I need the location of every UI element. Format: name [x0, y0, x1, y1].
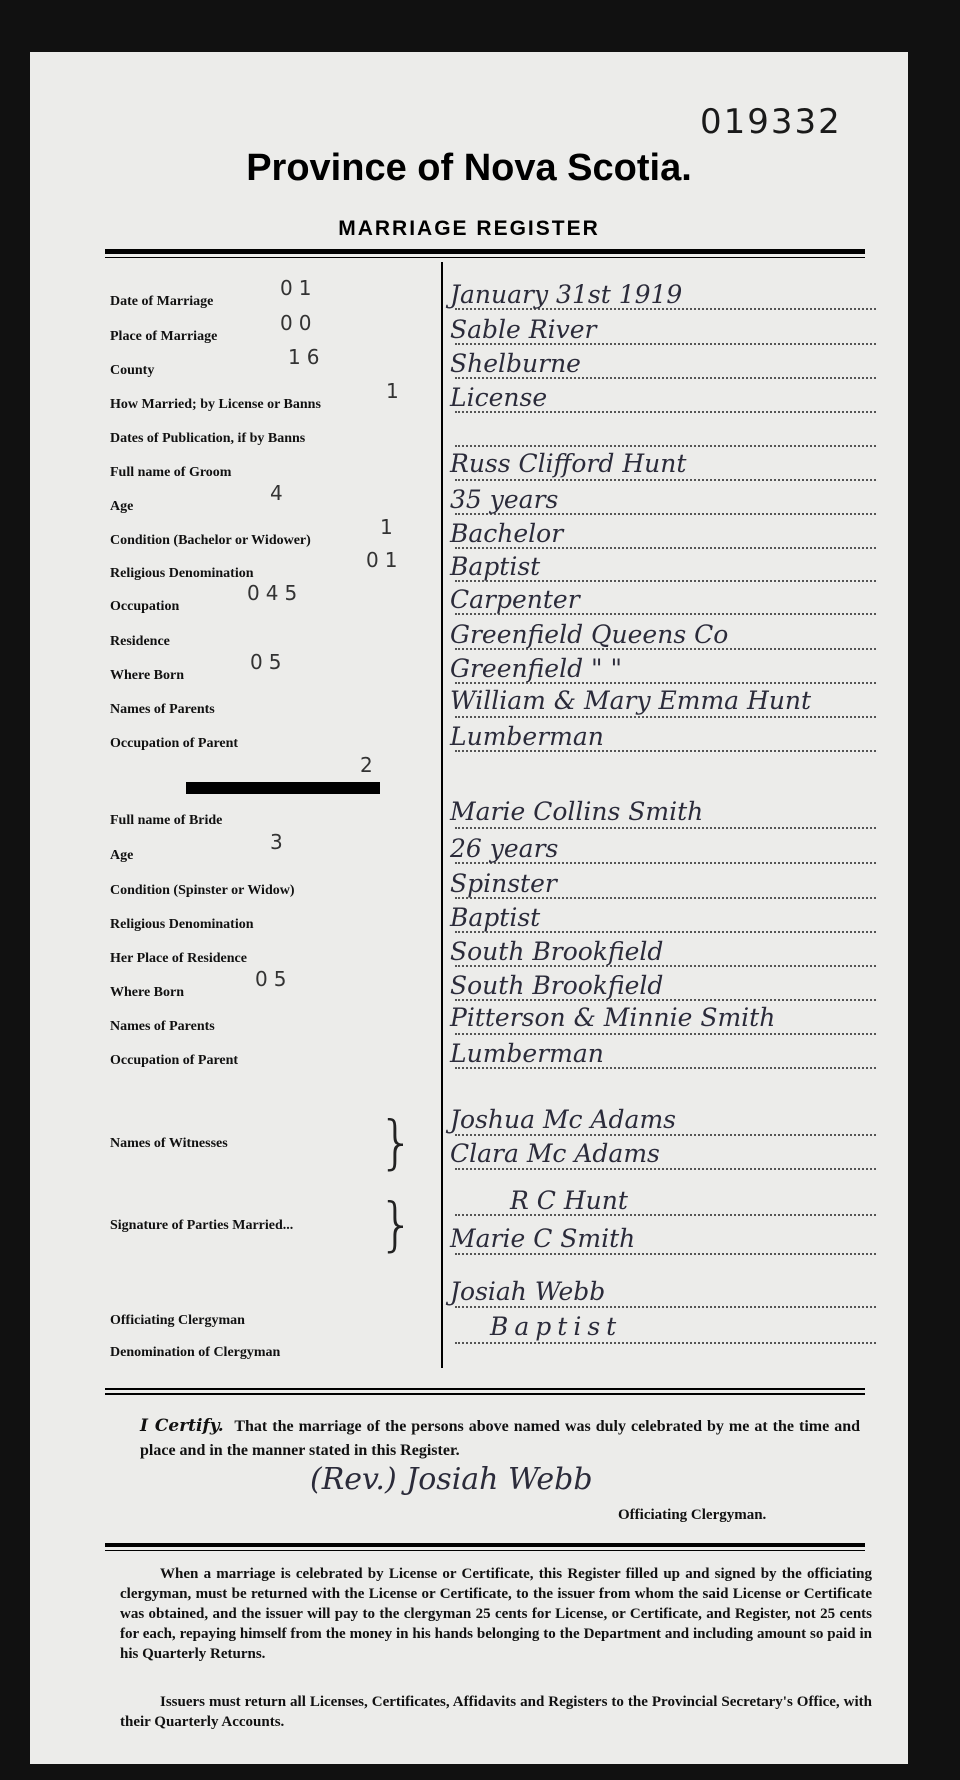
- field-value: Greenfield " ": [450, 654, 622, 683]
- field-label: Condition (Bachelor or Widower): [110, 533, 311, 548]
- field-value: Shelburne: [450, 349, 581, 378]
- field-value: South Brookfield: [450, 971, 664, 1000]
- denomination-clergy-label: Denomination of Clergyman: [110, 1345, 281, 1360]
- register-form: [30, 52, 908, 1764]
- certify-lead: I Certify.: [140, 1416, 224, 1436]
- field-label: Names of Parents: [110, 1019, 215, 1034]
- field-label: Religious Denomination: [110, 917, 254, 932]
- field-label: Full name of Bride: [110, 813, 223, 828]
- field-label: How Married; by License or Banns: [110, 397, 321, 412]
- field-code: 3: [270, 830, 289, 854]
- field-value: Greenfield Queens Co: [450, 620, 729, 649]
- page-title: Province of Nova Scotia.: [246, 147, 692, 189]
- signatures-brace: }: [378, 1190, 415, 1258]
- footer-rule-2: [105, 1550, 865, 1551]
- field-value: License: [450, 383, 548, 412]
- certify-rule-2: [105, 1393, 865, 1395]
- field-value: 35 years: [450, 485, 559, 514]
- field-line: [455, 445, 876, 447]
- field-value: Baptist: [450, 903, 541, 932]
- field-label: Her Place of Residence: [110, 951, 247, 966]
- page-subtitle: MARRIAGE REGISTER: [338, 217, 600, 240]
- field-value: January 31st 1919: [450, 280, 683, 309]
- field-value: Baptist: [450, 552, 541, 581]
- field-label: Full name of Groom: [110, 465, 232, 480]
- field-label: Date of Marriage: [110, 294, 214, 309]
- field-code: 4: [270, 481, 289, 505]
- field-label: Where Born: [110, 668, 185, 683]
- bride-section-bar: [186, 782, 380, 794]
- field-value: Russ Clifford Hunt: [450, 449, 687, 478]
- officiating-label: Officiating Clergyman: [110, 1313, 245, 1328]
- certify-text: [140, 1414, 860, 1463]
- field-line: [455, 716, 876, 718]
- field-label: Occupation of Parent: [110, 736, 239, 751]
- field-code: 01: [366, 548, 404, 572]
- field-label: Age: [110, 499, 134, 514]
- field-code: 05: [255, 967, 293, 991]
- officiating-line: [455, 1306, 876, 1308]
- field-line: [455, 1033, 876, 1035]
- field-line: [455, 479, 876, 481]
- signature-bride-line: [455, 1253, 876, 1255]
- registration-number: 019332: [700, 102, 842, 142]
- field-value: Carpenter: [450, 585, 580, 614]
- denomination-clergy-line: [455, 1342, 876, 1344]
- signature-groom-line: [455, 1214, 876, 1216]
- officiating-value: Josiah Webb: [450, 1277, 606, 1306]
- field-label: Place of Marriage: [110, 329, 218, 344]
- field-value: Lumberman: [450, 722, 604, 751]
- witness-1-line: [455, 1134, 876, 1136]
- field-label: Residence: [110, 634, 170, 649]
- field-label: Names of Parents: [110, 702, 215, 717]
- header-rule-thin: [105, 257, 865, 258]
- field-label: Condition (Spinster or Widow): [110, 883, 295, 898]
- field-code: 1: [380, 515, 399, 539]
- column-divider: [441, 262, 443, 1368]
- witness-2-line: [455, 1168, 876, 1170]
- certify-signature: (Rev.) Josiah Webb: [310, 1462, 593, 1497]
- signatures-label: Signature of Parties Married...: [110, 1218, 294, 1233]
- field-label: Where Born: [110, 985, 185, 1000]
- field-label: County: [110, 363, 155, 378]
- field-value: William & Mary Emma Hunt: [450, 686, 812, 715]
- footer-paragraph-1: When a marriage is celebrated by License or Certificate, this Register filled up and signed by the officiating clergyman, must be returned with the License or Certificate, to the issuer from whom the said License or Certificate was obtained, and the issuer will pay to the clergyman 25 cents for License, or Certificate, and Register, not 25 cents for each, repaying himself from the money in his hands belonging to the Department and including amount so paid in his Quarterly Returns.: [120, 1566, 872, 1662]
- field-label: Dates of Publication, if by Banns: [110, 431, 306, 446]
- field-label: Age: [110, 848, 134, 863]
- field-value: Lumberman: [450, 1039, 604, 1068]
- field-value: Marie Collins Smith: [450, 797, 704, 826]
- field-label: Occupation of Parent: [110, 1053, 239, 1068]
- field-code: 16: [288, 345, 326, 369]
- field-value: Bachelor: [450, 519, 564, 548]
- field-code: 1: [386, 379, 405, 403]
- denomination-clergy-value: Baptist: [490, 1312, 623, 1341]
- field-code: 01: [280, 276, 318, 300]
- field-value: Spinster: [450, 869, 557, 898]
- footer-paragraph-2: Issuers must return all Licenses, Certificates, Affidavits and Registers to the Provincial Secretary's Office, with their Quarterly Accounts.: [120, 1694, 872, 1730]
- witness-2: Clara Mc Adams: [450, 1139, 660, 1168]
- certify-rule: [105, 1388, 865, 1390]
- certify-body: That the marriage of the persons above named was duly celebrated by me at the time and place and in the manner stated in this Register.: [140, 1418, 860, 1459]
- signature-bride: Marie C Smith: [450, 1224, 636, 1253]
- field-label: Religious Denomination: [110, 566, 254, 581]
- field-code: 00: [280, 311, 318, 335]
- field-code: 2: [360, 753, 379, 777]
- signature-groom: R C Hunt: [510, 1186, 628, 1215]
- witnesses-brace: }: [378, 1108, 415, 1176]
- certify-signature-label: Officiating Clergyman.: [618, 1507, 767, 1523]
- field-code: 045: [247, 581, 304, 605]
- field-value: 26 years: [450, 834, 559, 863]
- field-code: 05: [250, 650, 288, 674]
- witness-1: Joshua Mc Adams: [450, 1105, 677, 1134]
- field-label: Occupation: [110, 599, 180, 614]
- field-line: [455, 827, 876, 829]
- field-value: Pitterson & Minnie Smith: [450, 1003, 776, 1032]
- field-value: Sable River: [450, 315, 597, 344]
- field-value: South Brookfield: [450, 937, 664, 966]
- footer-rule: [105, 1543, 865, 1547]
- witnesses-label: Names of Witnesses: [110, 1136, 228, 1151]
- header-rule: [105, 249, 865, 254]
